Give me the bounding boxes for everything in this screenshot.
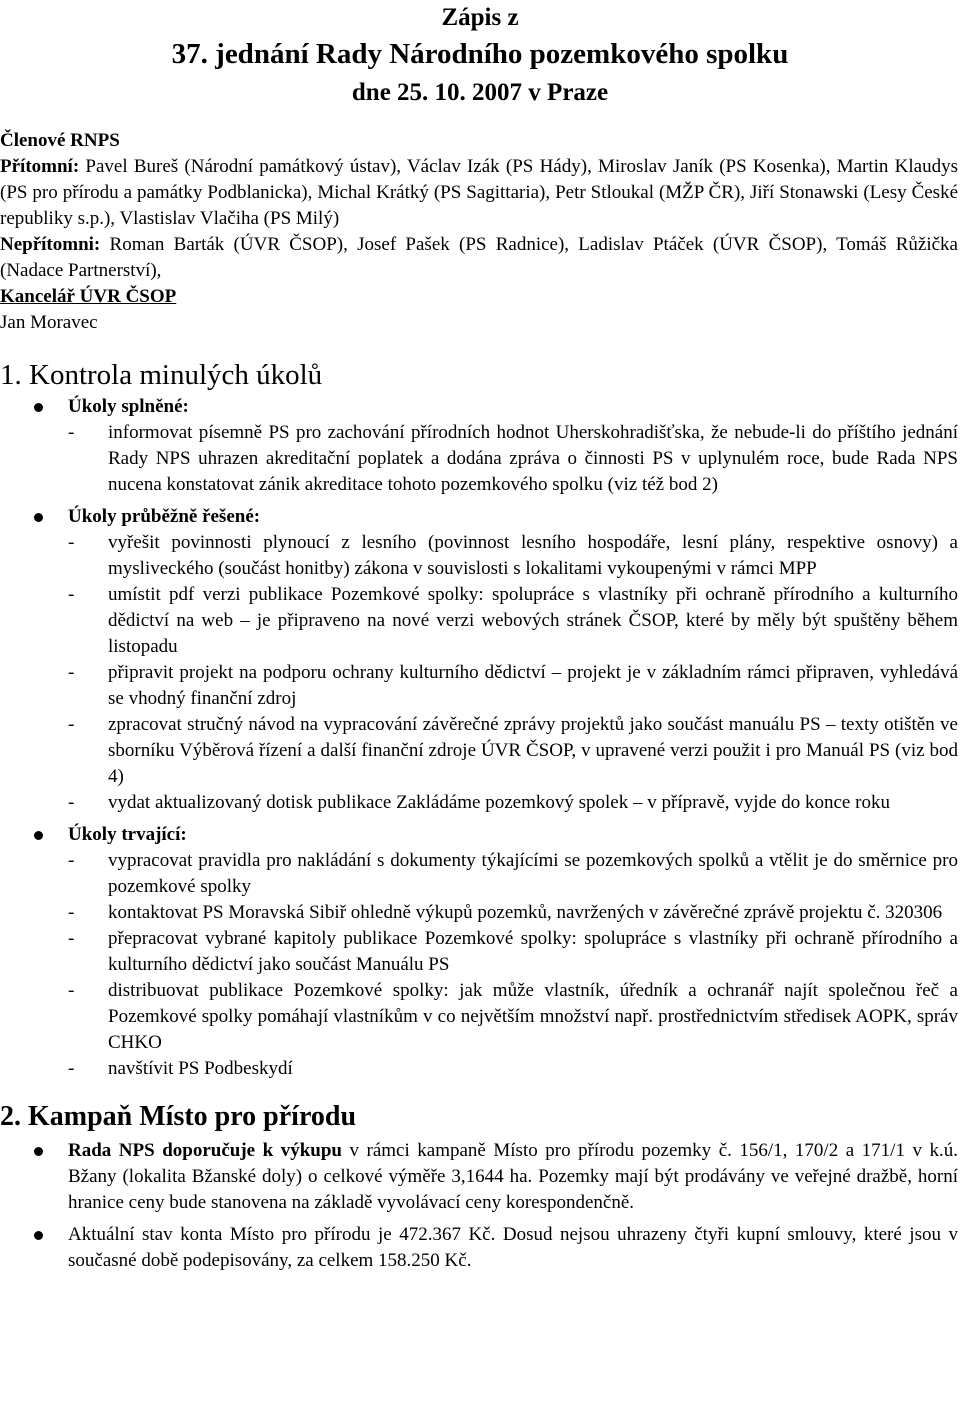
members-block (0, 128, 960, 336)
done-list (0, 420, 960, 498)
section-2 (0, 1100, 960, 1274)
lasting-label: Úkoly trvající: (68, 824, 187, 845)
list-item-text: vyřešit povinnosti plynoucí z lesního (povinnost lesního hospodáře, lesní plány, respektive osnovy) a mysliveckého (součást honitby) zákona v souvislosti s lokalitami vykoupenými v rámci MPP (108, 532, 958, 579)
dash-marker: - (68, 928, 75, 949)
lasting-label-row (0, 822, 960, 848)
lasting-list (0, 848, 960, 1082)
list-item-text: umístit pdf verzi publikace Pozemkové spolky: spolupráce s vlastníky při ochraně přírodního a kulturního dědictví na web – je připraveno na nové verzi webových stránek ČSOP, které by měly být spuštěny během listopadu (108, 584, 958, 657)
list-item-text: zpracovat stručný návod na vypracování závěrečné zprávy projektů jako součást manuálu PS – texty otištěn ve sborníku Výběrová řízení a další finanční zdroje ÚVR ČSOP, v upravené verzi použit i pro Manuál PS (viz bod 4) (108, 714, 958, 787)
list-item (0, 978, 960, 1056)
recommend-text: v rámci kampaně Místo pro přírodu pozemky č. 156/1, 170/2 a 171/1 v k.ú. Bžany (lokalita Bžanské doly) o celkové výměře 3,1644 ha. Pozemky mají být prodávány ve veřejné dražbě, horní hranice ceny bude stanovena na základě vyvolávací ceny korespondenčně. (68, 1140, 958, 1213)
dash-marker: - (68, 1058, 75, 1079)
list-item (0, 790, 960, 816)
ongoing-list (0, 530, 960, 816)
list-item (0, 660, 960, 712)
list-item (0, 530, 960, 582)
header-line-3: dne 25. 10. 2007 v Praze (351, 79, 609, 106)
list-item-text: přepracovat vybrané kapitoly publikace Pozemkové spolky: spolupráce s vlastníky při ochraně přírodního a kulturního dědictví jako součást Manuálu PS (108, 928, 958, 975)
recommend-label: Rada NPS doporučuje k výkupu (68, 1140, 342, 1161)
absent-paragraph (0, 232, 960, 284)
list-item-text: distribuovat publikace Pozemkové spolky: jak může vlastník, úředník a ochranář najít společnou řeč a Pozemkové spolky pomáhají vlastníkům v co největším množství např. prostřednictvím středisek AOPK, správ CHKO (108, 980, 958, 1053)
dash-marker: - (68, 980, 75, 1001)
dash-marker: - (68, 662, 75, 683)
dash-marker: - (68, 422, 75, 443)
office-text: Jan Moravec (0, 312, 98, 333)
members-title: Členové RNPS (0, 130, 120, 151)
office-label: Kancelář ÚVR ČSOP (0, 286, 177, 307)
dash-marker: - (68, 532, 75, 553)
absent-text: Roman Barták (ÚVR ČSOP), Josef Pašek (PS Radnice), Ladislav Ptáček (ÚVR ČSOP), Tomáš Růžička (Nadace Partnerství), (0, 234, 958, 281)
document-header (0, 0, 960, 112)
section-1 (0, 358, 960, 1082)
list-item (0, 926, 960, 978)
bullet-icon (34, 513, 43, 522)
section-2-paragraph-1 (0, 1138, 960, 1216)
dash-marker: - (68, 902, 75, 923)
present-text: Pavel Bureš (Národní památkový ústav), Václav Izák (PS Hády), Miroslav Janík (PS Kosenka), Martin Klaudys (PS pro přírodu a památky Podblanicka), Michal Krátký (PS Sagittaria), Petr Stloukal (MŽP ČR), Jiří Stonawski (Lesy České republiky s.p.), Vlastislav Vlačiha (PS Milý) (0, 156, 958, 229)
ongoing-label: Úkoly průběžně řešené: (68, 506, 261, 527)
list-item (0, 712, 960, 790)
present-paragraph (0, 154, 960, 232)
dash-marker: - (68, 792, 75, 813)
list-item-text: navštívit PS Podbeskydí (108, 1058, 293, 1079)
bullet-icon (34, 1147, 43, 1156)
dash-marker: - (68, 714, 75, 735)
list-item-text: připravit projekt na podporu ochrany kulturního dědictví – projekt je v základním rámci připraven, vyhledává se vhodný finanční zdroj (108, 662, 958, 709)
list-item (0, 1056, 960, 1082)
header-line-1: Zápis z (441, 4, 519, 31)
bullet-icon (34, 1231, 43, 1240)
header-line-2: 37. jednání Rady Národního pozemkového spolku (171, 38, 789, 70)
list-item-text: vypracovat pravidla pro nakládání s dokumenty týkajícími se pozemkových spolků a vtělit je do směrnice pro pozemkové spolky (108, 850, 958, 897)
dash-marker: - (68, 584, 75, 605)
done-label-row (0, 394, 960, 420)
list-item (0, 420, 960, 498)
list-item (0, 848, 960, 900)
absent-label: Nepřítomni: (0, 234, 101, 255)
list-item (0, 582, 960, 660)
done-label: Úkoly splněné: (68, 396, 189, 417)
list-item-text: vydat aktualizovaný dotisk publikace Zakládáme pozemkový spolek – v přípravě, vyjde do konce roku (108, 792, 890, 813)
account-text: Aktuální stav konta Místo pro přírodu je 472.367 Kč. Dosud nejsou uhrazeny čtyři kupní smlouvy, které jsou v současné době podepisovány, za celkem 158.250 Kč. (68, 1224, 958, 1271)
list-item-text: kontaktovat PS Moravská Sibiř ohledně výkupů pozemků, navržených v závěrečné zprávě projektu č. 320306 (108, 902, 943, 923)
present-label: Přítomní: (0, 156, 80, 177)
bullet-icon (34, 831, 43, 840)
list-item-text: informovat písemně PS pro zachování přírodních hodnot Uherskohradišťska, že nebude-li do příštího jednání Rady NPS uhrazen akreditační poplatek a dodána zpráva o činnosti PS v uplynulém roce, bude Rada NPS nucena konstatovat zánik akreditace tohoto pozemkového spolku (viz též bod 2) (108, 422, 958, 495)
dash-marker: - (68, 850, 75, 871)
list-item (0, 900, 960, 926)
bullet-icon (34, 403, 43, 412)
section-1-heading: 1. Kontrola minulých úkolů (0, 359, 323, 391)
section-2-paragraph-2 (0, 1222, 960, 1274)
ongoing-label-row (0, 504, 960, 530)
section-2-heading: 2. Kampaň Místo pro přírodu (0, 1101, 357, 1132)
